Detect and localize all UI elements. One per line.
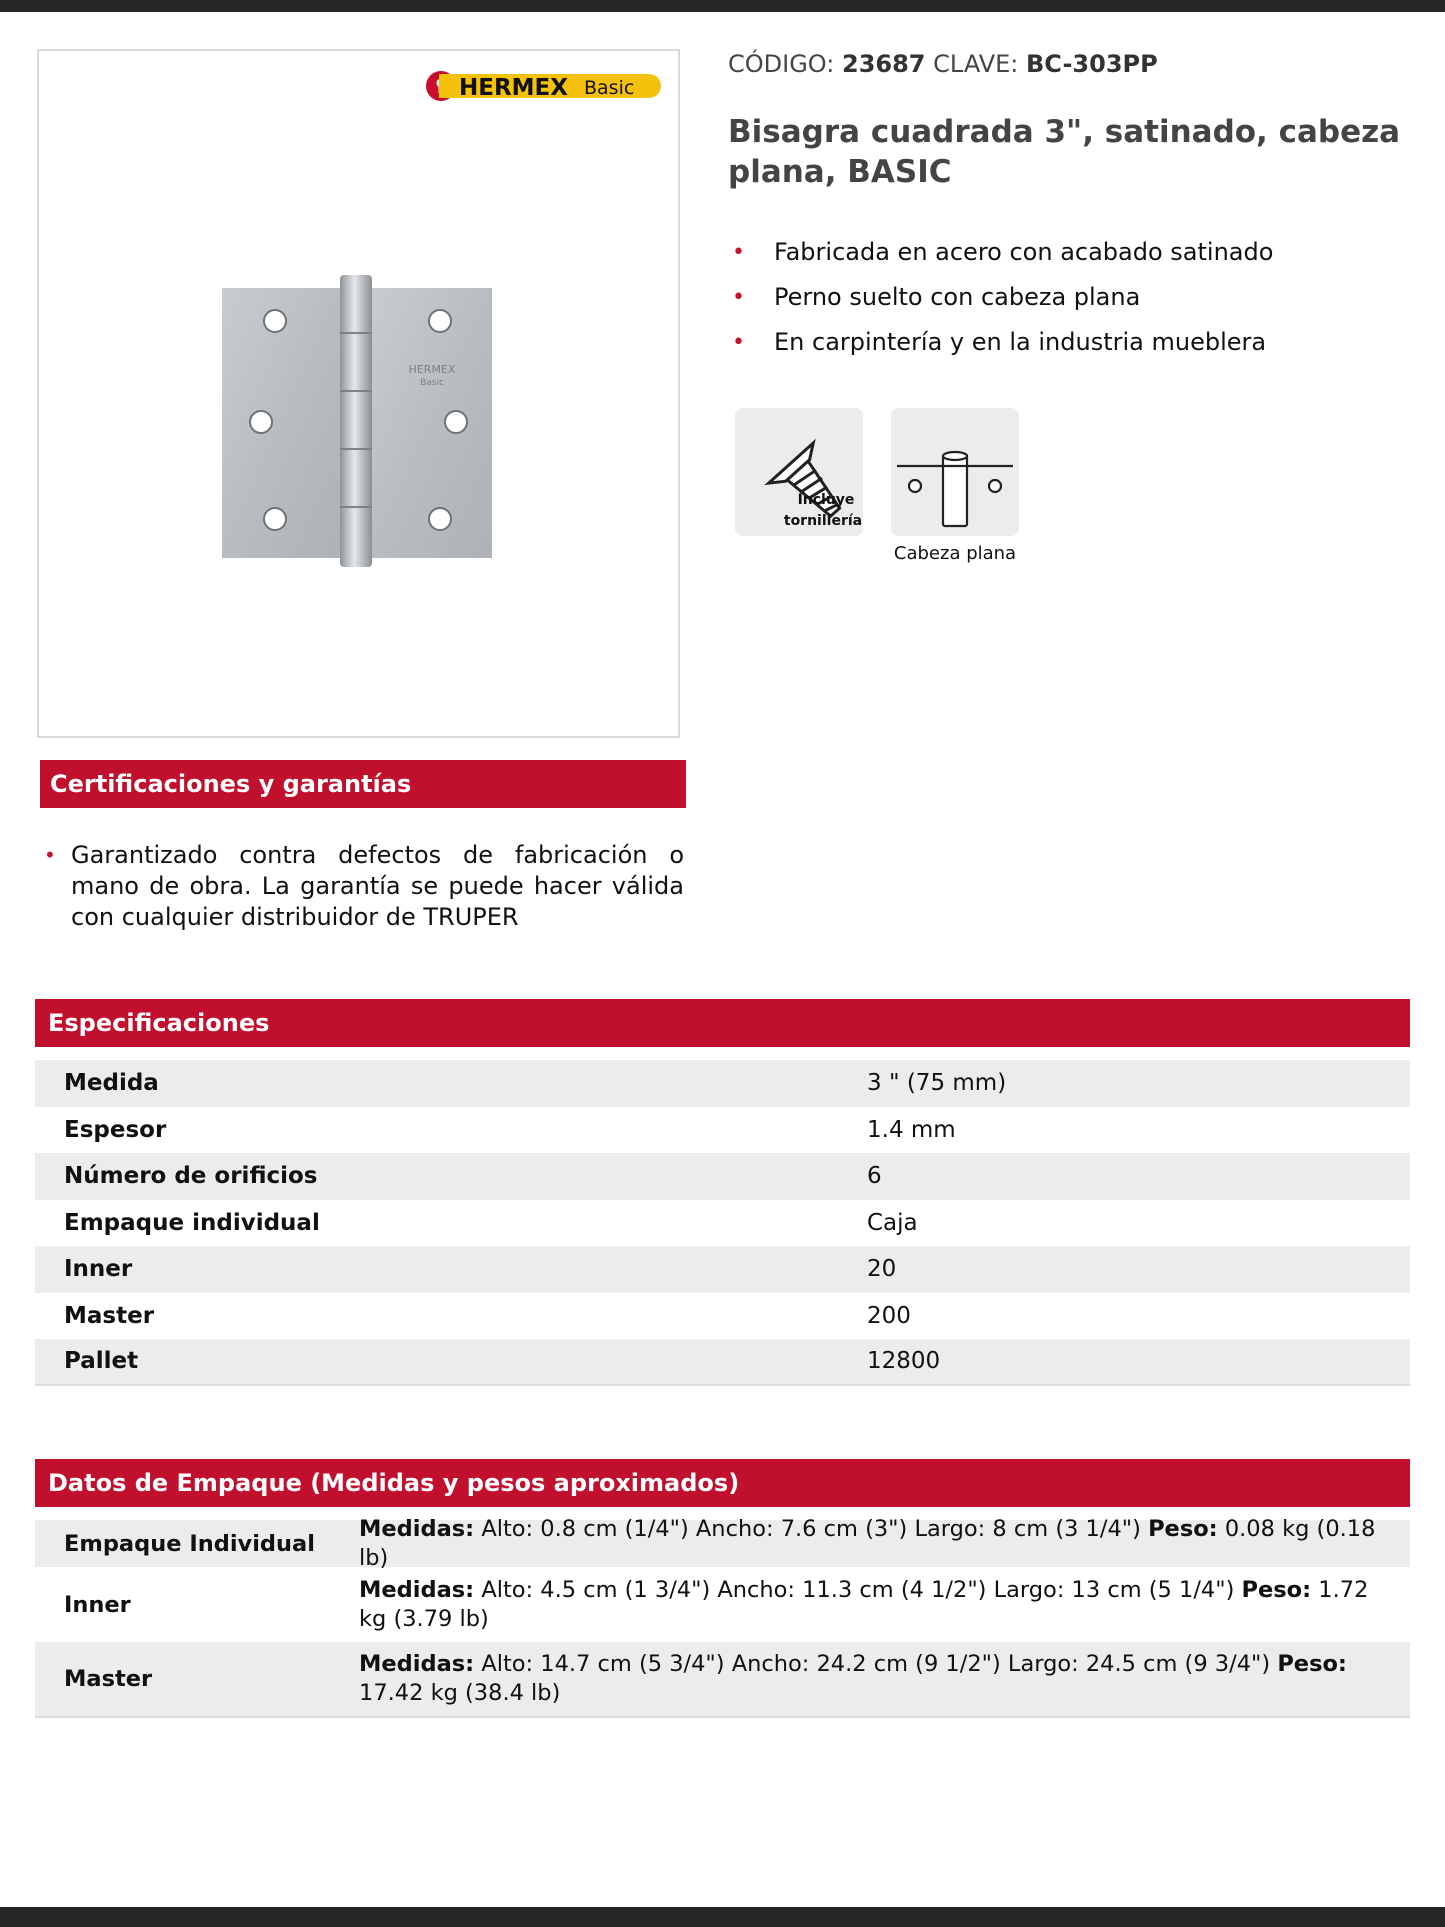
package-detail: Medidas: Alto: 4.5 cm (1 3/4") Ancho: 11.3 cm (4 1/2") Largo: 13 cm (5 1/4") Peso: 1.72 kg (3.79 lb) [359, 1576, 1369, 1632]
table-row: Master 200 [64, 1302, 911, 1329]
includes-screws-tile [735, 408, 863, 536]
bullet-icon: • [732, 330, 745, 355]
bullet-icon: • [732, 285, 745, 310]
packaging-table [35, 1515, 1410, 1718]
flat-head-pin-icon [891, 408, 1019, 536]
certifications-header: Certificaciones y garantías [40, 760, 686, 808]
flat-head-tile [891, 408, 1019, 536]
hinge-product-photo [220, 275, 496, 567]
clave-label: CLAVE: [933, 50, 1019, 78]
codigo-value: 23687 [842, 50, 926, 78]
table-row: Inner 20 [35, 1246, 1410, 1293]
hermex-basic-logo [425, 69, 663, 103]
table-row: Pallet 12800 [35, 1339, 1410, 1386]
table-row: Empaque Individual Medidas: Alto: 0.8 cm (1/4") Ancho: 7.6 cm (3") Largo: 8 cm (3 1/4") Peso: 0.08 kg (0.18 lb) [35, 1520, 1410, 1567]
specifications-table [35, 1060, 1410, 1386]
table-row: Espesor 1.4 mm [64, 1116, 956, 1143]
feature-item: • En carpintería y en la industria mueblera [728, 320, 1418, 365]
svg-text:Basic: Basic [420, 378, 444, 388]
bottom-border-bar [0, 1907, 1445, 1927]
svg-text:tornillería: tornillería [783, 513, 863, 529]
flat-head-caption: Cabeza plana [893, 543, 1017, 564]
table-row: Medida 3 " (75 mm) [35, 1060, 1410, 1107]
product-title: Bisagra cuadrada 3", satinado, cabeza plana, BASIC [728, 114, 1401, 190]
table-row: Número de orificios 6 [35, 1153, 1410, 1200]
table-row: Master Medidas: Alto: 14.7 cm (5 3/4") Ancho: 24.2 cm (9 1/2") Largo: 24.5 cm (9 3/4") Peso: 17.42 kg (38.4 lb) [35, 1642, 1410, 1718]
feature-list [728, 230, 1418, 365]
table-row: Empaque individual Caja [64, 1209, 918, 1236]
package-detail: Medidas: Alto: 0.8 cm (1/4") Ancho: 7.6 cm (3") Largo: 8 cm (3 1/4") Peso: 0.08 kg (0.18 lb) [359, 1515, 1376, 1571]
svg-text:Incluye: Incluye [797, 492, 855, 508]
packaging-header: Datos de Empaque (Medidas y pesos aproximados) [35, 1459, 1410, 1507]
specifications-header: Especificaciones [35, 999, 1410, 1047]
warranty-item: • Garantizado contra defectos de fabricación o mano de obra. La garantía se puede hacer válida con cualquier distribuidor de TRUPER [44, 841, 684, 931]
feature-item: • Perno suelto con cabeza plana [728, 275, 1418, 320]
clave-value: BC-303PP [1026, 50, 1158, 78]
codigo-label: CÓDIGO: [728, 50, 835, 78]
svg-text:HERMEX: HERMEX [408, 363, 456, 376]
feature-item: • Fabricada en acero con acabado satinado [728, 230, 1418, 275]
table-row: Inner Medidas: Alto: 4.5 cm (1 3/4") Ancho: 11.3 cm (4 1/2") Largo: 13 cm (5 1/4") Peso: 1.72 kg (3.79 lb) [35, 1567, 1410, 1642]
bullet-icon: • [732, 240, 745, 265]
bullet-icon: • [44, 843, 56, 867]
top-border-bar [0, 0, 1445, 12]
package-detail: Medidas: Alto: 14.7 cm (5 3/4") Ancho: 24.2 cm (9 1/2") Largo: 24.5 cm (9 3/4") Peso: 17.42 kg (38.4 lb) [359, 1651, 1347, 1706]
svg-text:HERMEX: HERMEX [459, 75, 569, 101]
product-code-line [728, 50, 1158, 78]
product-image-panel [37, 49, 680, 738]
screw-icon [735, 408, 863, 536]
svg-text:Basic: Basic [584, 77, 635, 99]
